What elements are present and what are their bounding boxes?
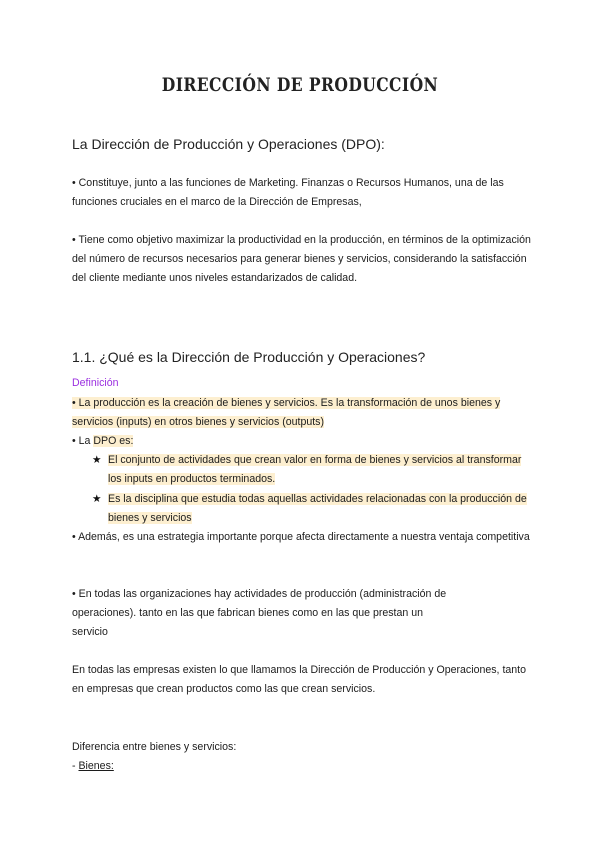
organizations-bullet: • En todas las organizaciones hay actividades de producción (administración de operaciones). tanto en las que fabrican bienes como en las que prestan un: [72, 588, 447, 619]
star-item-1-text: [108, 451, 528, 489]
bienes-prefix: -: [72, 760, 79, 772]
bullet-productivity: • Tiene como objetivo maximizar la productividad en la producción, en términos de la optimización del número de recursos necesarios para generar bienes y servicios, considerando la satisfacción del cliente mediante unos niveles estandarizados de calidad.: [72, 234, 531, 284]
definition-bullet-text: • La producción es la creación de bienes y servicios. Es la transformación de unos bienes y servicios (inputs) en otros bienes y servicios (outputs): [72, 397, 501, 428]
bienes-line: [72, 757, 532, 776]
strategy-bullet: • Además, es una estrategia importante porque afecta directamente a nuestra ventaja competitiva: [72, 531, 530, 543]
companies-paragraph: En todas las empresas existen lo que llamamos la Dirección de Producción y Operaciones, tanto en empresas que crean productos como las que crean servicios.: [72, 664, 527, 695]
intro-heading: La Dirección de Producción y Operaciones (DPO):: [72, 136, 385, 152]
definition-bullet: [72, 394, 532, 432]
dpo-label: DPO es:: [93, 435, 134, 447]
dpo-line: [72, 432, 532, 451]
page-title: DIRECCIÓN DE PRODUCCIÓN: [161, 74, 439, 96]
star-item-1-highlight: El conjunto de actividades que crean valor en forma de bienes y servicios al transformar los inputs en productos terminados.: [108, 454, 522, 485]
star-icon: ★: [92, 493, 102, 505]
star-item-2-text: [108, 490, 528, 528]
dpo-prefix: • La: [72, 435, 94, 447]
section-heading: 1.1. ¿Qué es la Dirección de Producción y Operaciones?: [72, 349, 426, 365]
bienes-label: Bienes:: [78, 760, 114, 772]
difference-heading: Diferencia entre bienes y servicios:: [72, 741, 237, 753]
star-item-2-highlight: Es la disciplina que estudia todas aquellas actividades relacionadas con la producción de bienes y servicios: [108, 493, 527, 524]
bullet-marketing: • Constituye, junto a las funciones de Marketing. Finanzas o Recursos Humanos, una de las funciones cruciales en el marco de la Dirección de Empresas,: [72, 177, 504, 208]
organizations-bullet-end: servicio: [72, 626, 108, 638]
definition-label: Definición: [72, 377, 119, 389]
star-icon: ★: [92, 454, 102, 466]
